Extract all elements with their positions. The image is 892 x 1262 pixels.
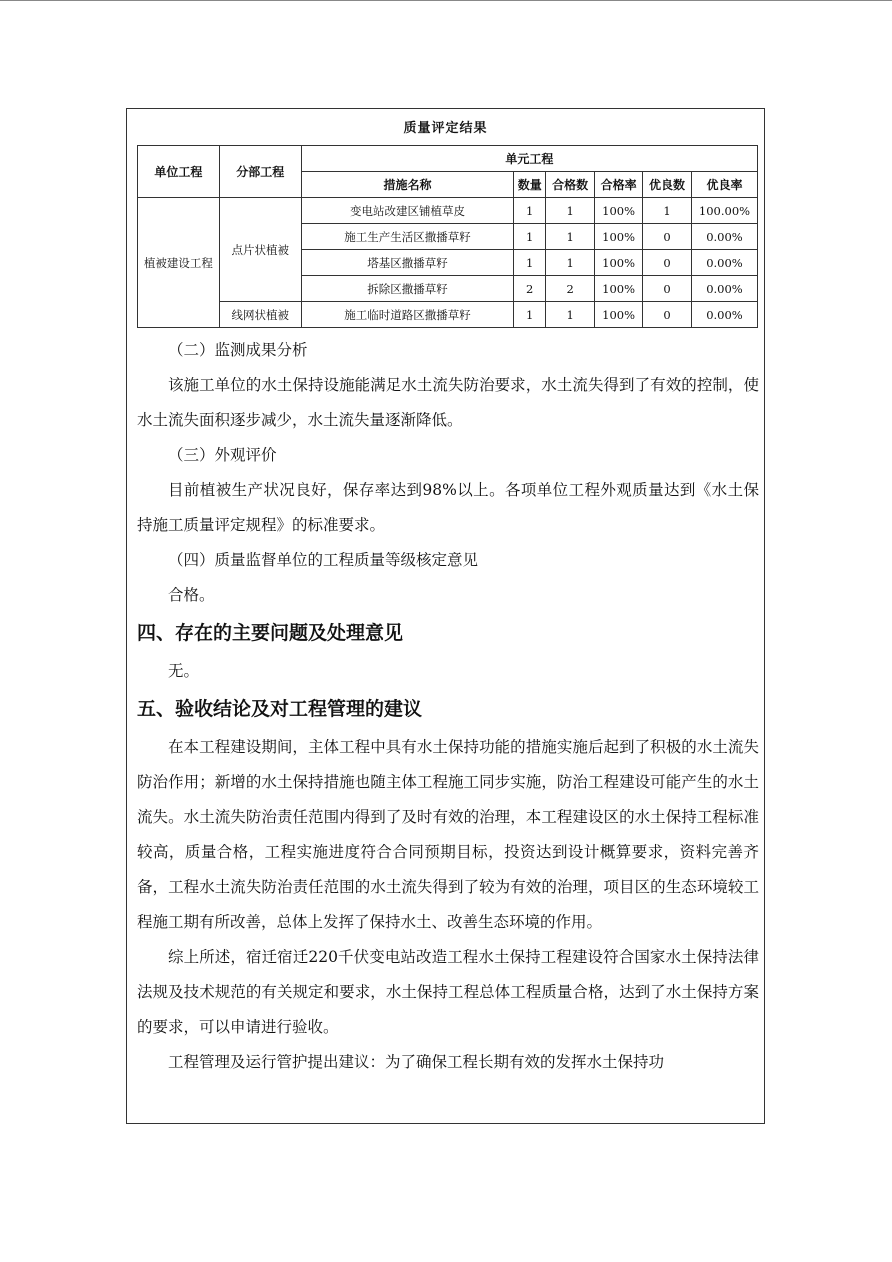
section-heading-problems: 四、存在的主要问题及处理意见 <box>137 622 404 644</box>
cell-measure-name: 施工生产生活区撒播草籽 <box>301 224 514 250</box>
cell-quantity: 1 <box>514 302 546 328</box>
cell-excellent-rate: 0.00% <box>691 250 757 276</box>
cell-division: 线网状植被 <box>219 302 301 328</box>
table-row <box>138 198 758 224</box>
cell-excellent-rate: 0.00% <box>691 224 757 250</box>
paragraph-conclusion-1: 在本工程建设期间，主体工程中具有水土保持功能的措施实施后起到了积极的水土流失防治作用；新增的水土保持措施也随主体工程施工同步实施，防治工程建设可能产生的水土流失。水土流失防治责任范围内得到了及时有效的治理，本工程建设区的水土保持工程标准较高，质量合格，工程实施进度符合合同预期目标，投资达到设计概算要求，资料完善齐备，工程水土流失防治责任范围的水土流失得到了较为有效的治理，项目区的生态环境较工程施工期有所改善，总体上发挥了保持水土、改善生态环境的作用。 <box>137 738 759 931</box>
document-body <box>137 333 759 1080</box>
paragraph-conclusion-3: 工程管理及运行管护提出建议：为了确保工程长期有效的发挥水土保持功 <box>168 1053 665 1071</box>
cell-excellent: 0 <box>643 302 692 328</box>
quality-assessment-table <box>137 145 758 328</box>
header-unit-project: 单位工程 <box>138 146 220 198</box>
paragraph-problems: 无。 <box>168 662 200 680</box>
paragraph-monitoring: 该施工单位的水土保持设施能满足水土流失防治要求，水土流失得到了有效的控制，使水土流失面积逐步减少，水土流失量逐渐降低。 <box>137 376 759 429</box>
cell-passed: 1 <box>546 302 595 328</box>
cell-excellent: 0 <box>643 276 692 302</box>
paragraph-appearance: 目前植被生产状况良好，保存率达到98%以上。各项单位工程外观质量达到《水土保持施工质量评定规程》的标准要求。 <box>137 481 759 534</box>
cell-quantity: 1 <box>514 198 546 224</box>
cell-excellent-rate: 100.00% <box>691 198 757 224</box>
cell-passed: 1 <box>546 224 595 250</box>
subsection-title-monitoring: （二）监测成果分析 <box>168 341 308 359</box>
subsection-title-supervision: （四）质量监督单位的工程质量等级核定意见 <box>168 551 479 569</box>
cell-measure-name: 施工临时道路区撒播草籽 <box>301 302 514 328</box>
cell-quantity: 1 <box>514 250 546 276</box>
cell-unit-project: 植被建设工程 <box>138 198 220 328</box>
paragraph-conclusion-2: 综上所述，宿迁宿迁220千伏变电站改造工程水土保持工程建设符合国家水土保持法律法规及技术规范的有关规定和要求，水土保持工程总体工程质量合格，达到了水土保持方案的要求，可以申请进行验收。 <box>137 948 759 1036</box>
header-measure-name: 措施名称 <box>301 172 514 198</box>
cell-pass-rate: 100% <box>595 302 643 328</box>
cell-quantity: 1 <box>514 224 546 250</box>
paragraph-supervision: 合格。 <box>168 586 215 604</box>
header-excellent: 优良数 <box>643 172 692 198</box>
cell-measure-name: 变电站改建区铺植草皮 <box>301 198 514 224</box>
header-excellent-rate: 优良率 <box>691 172 757 198</box>
cell-pass-rate: 100% <box>595 224 643 250</box>
cell-pass-rate: 100% <box>595 276 643 302</box>
cell-pass-rate: 100% <box>595 198 643 224</box>
quality-table-title: 质量评定结果 <box>403 121 488 136</box>
cell-measure-name: 拆除区撒播草籽 <box>301 276 514 302</box>
cell-pass-rate: 100% <box>595 250 643 276</box>
cell-passed: 2 <box>546 276 595 302</box>
cell-excellent-rate: 0.00% <box>691 276 757 302</box>
table-row <box>138 302 758 328</box>
header-division-project: 分部工程 <box>219 146 301 198</box>
header-element-project: 单元工程 <box>301 146 757 172</box>
cell-measure-name: 塔基区撒播草籽 <box>301 250 514 276</box>
header-pass-rate: 合格率 <box>595 172 643 198</box>
cell-division: 点片状植被 <box>219 198 301 302</box>
cell-excellent-rate: 0.00% <box>691 302 757 328</box>
subsection-title-appearance: （三）外观评价 <box>168 446 277 464</box>
cell-passed: 1 <box>546 198 595 224</box>
page-top-border <box>0 0 892 1</box>
cell-quantity: 2 <box>514 276 546 302</box>
document-frame <box>126 108 765 1124</box>
header-quantity: 数量 <box>514 172 546 198</box>
cell-excellent: 0 <box>643 224 692 250</box>
cell-excellent: 0 <box>643 250 692 276</box>
header-passed: 合格数 <box>546 172 595 198</box>
section-heading-conclusion: 五、验收结论及对工程管理的建议 <box>137 698 423 720</box>
cell-passed: 1 <box>546 250 595 276</box>
cell-excellent: 1 <box>643 198 692 224</box>
